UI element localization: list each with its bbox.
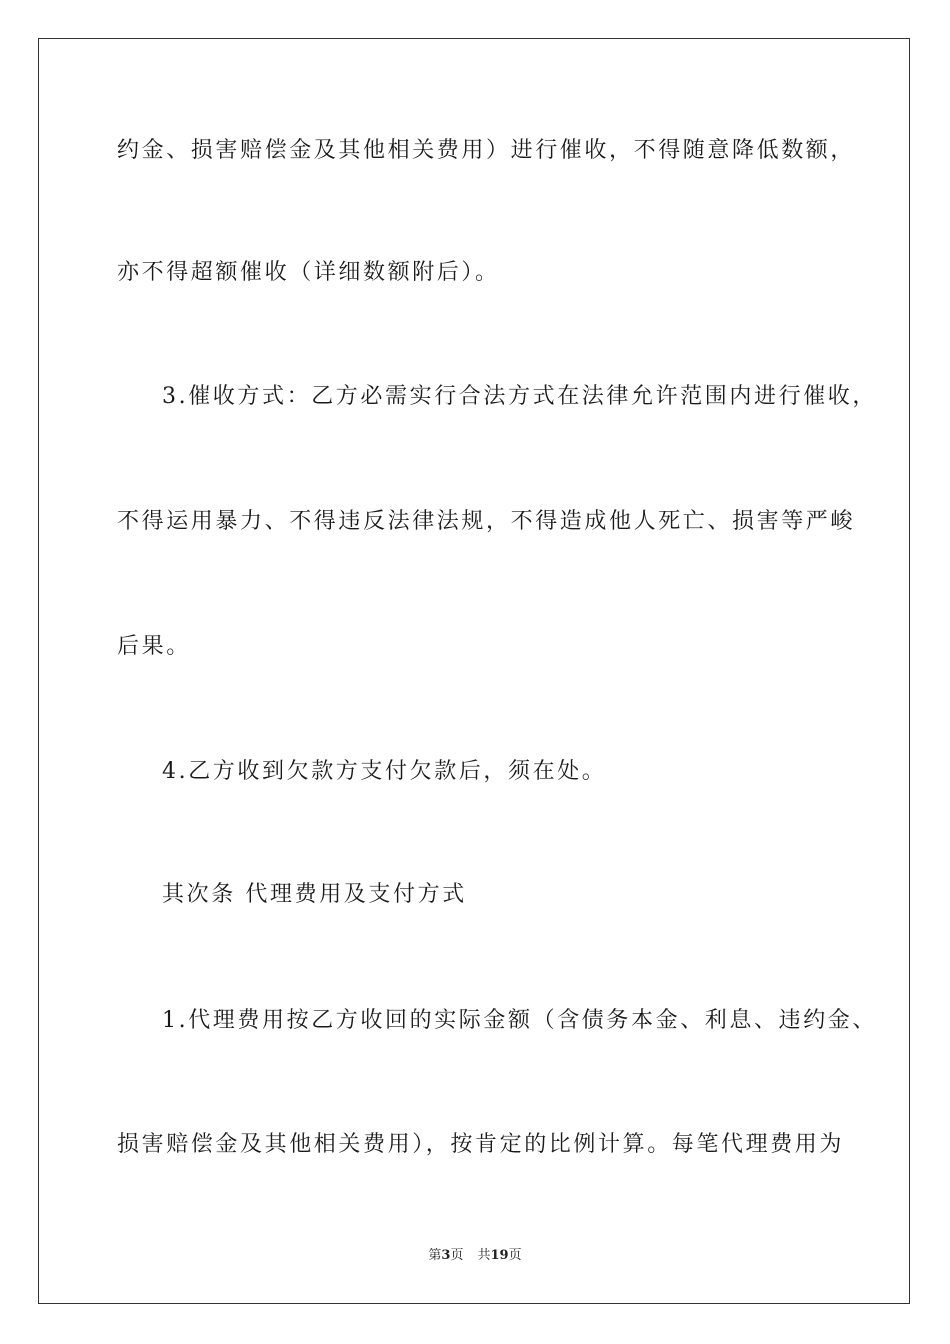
page-prefix: 第 <box>428 1248 442 1263</box>
body-line-4: 不得运用暴力、不得违反法律法规，不得造成他人死亡、损害等严峻 <box>117 509 856 534</box>
total-prefix: 共 <box>477 1248 491 1263</box>
body-line-3: 3.催收方式：乙方必需实行合法方式在法律允许范围内进行催收， <box>162 384 877 409</box>
body-line-1: 约金、损害赔偿金及其他相关费用）进行催收，不得随意降低数额， <box>117 138 856 163</box>
body-line-6: 4.乙方收到欠款方支付欠款后，须在处。 <box>162 759 607 784</box>
section-heading: 其次条 代理费用及支付方式 <box>162 882 467 907</box>
current-page-number: 3 <box>441 1248 451 1263</box>
total-page-count: 19 <box>490 1248 509 1263</box>
page-footer <box>0 1247 950 1265</box>
page-unit: 页 <box>450 1248 464 1263</box>
page-border <box>38 38 910 1304</box>
body-line-8: 1.代理费用按乙方收回的实际金额（含债务本金、利息、违约金、 <box>162 1008 877 1033</box>
body-line-2: 亦不得超额催收（详细数额附后）。 <box>117 260 500 285</box>
body-line-9: 损害赔偿金及其他相关费用），按肯定的比例计算。每笔代理费用为 <box>117 1132 845 1157</box>
body-line-5: 后果。 <box>117 634 191 659</box>
total-unit: 页 <box>508 1248 522 1263</box>
